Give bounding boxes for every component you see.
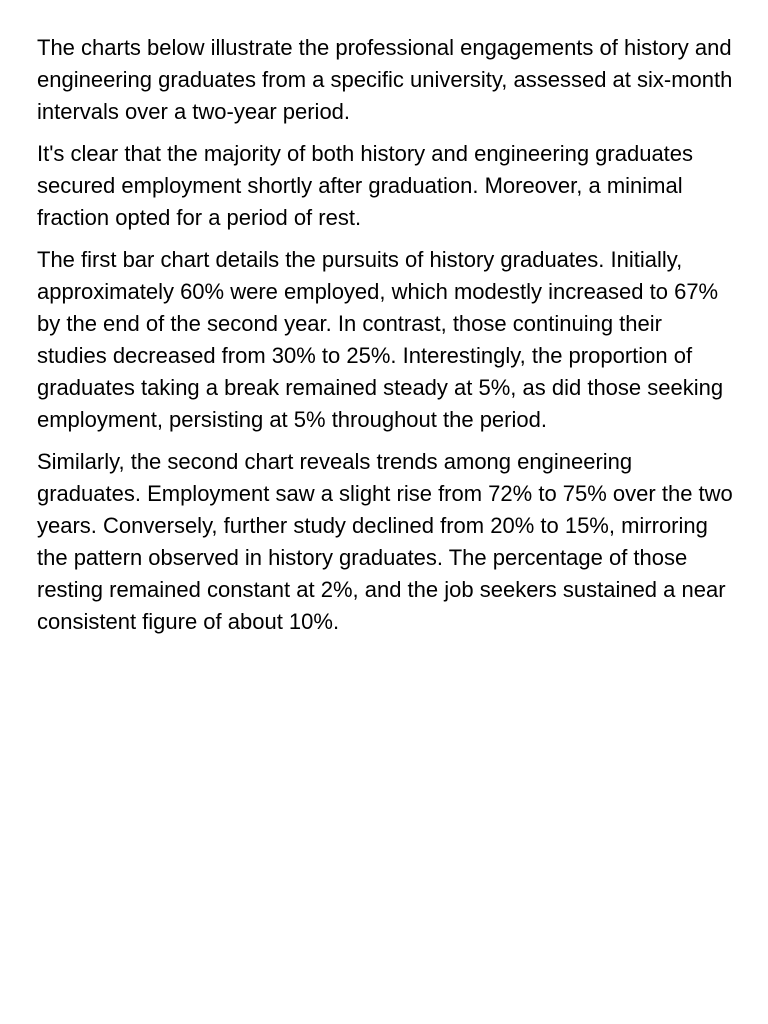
document-body — [37, 32, 737, 648]
paragraph-intro: The charts below illustrate the professional engagements of history and engineering graduates from a specific university, assessed at six-month intervals over a two-year period. — [37, 35, 733, 124]
paragraph-history-graduates: The first bar chart details the pursuits of history graduates. Initially, approximately 60% were employed, which modestly increased to 67% by the end of the second year. In contrast, those continuing their studies decreased from 30% to 25%. Interestingly, the proportion of graduates taking a break remained steady at 5%, as did those seeking employment, persisting at 5% throughout the period. — [37, 247, 724, 432]
paragraph-overview: It's clear that the majority of both history and engineering graduates secured employment shortly after graduation. Moreover, a minimal fraction opted for a period of rest. — [37, 141, 694, 230]
paragraph-engineering-graduates: Similarly, the second chart reveals trends among engineering graduates. Employment saw a slight rise from 72% to 75% over the two years. Conversely, further study declined from 20% to 15%, mirroring the pattern observed in history graduates. The percentage of those resting remained constant at 2%, and the job seekers sustained a near consistent figure of about 10%. — [37, 449, 733, 634]
